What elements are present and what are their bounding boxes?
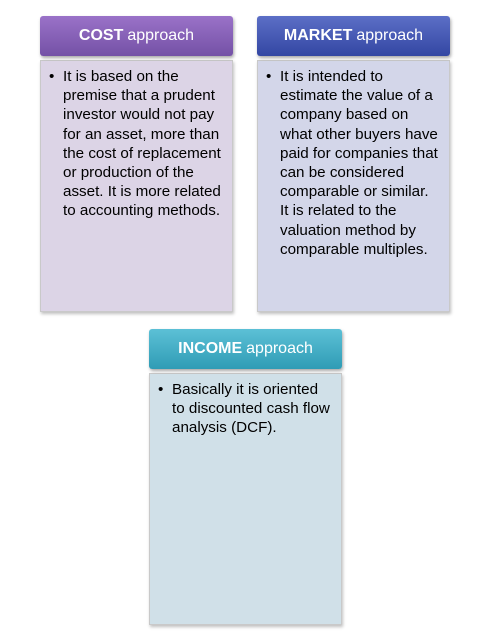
income-approach-body	[149, 373, 342, 625]
cost-bullet-text: It is based on the premise that a prudent investor would not pay for an asset, more than the cost of replacement or production of the asset. It is more related to accounting methods.	[63, 68, 221, 220]
market-approach-body	[257, 60, 450, 312]
bullet-icon: •	[49, 68, 55, 85]
bullet-icon: •	[158, 381, 164, 398]
income-title-rest: approach	[246, 340, 313, 357]
income-title-bold: INCOME	[178, 340, 243, 357]
income-bullet-text: Basically it is oriented to discounted cash flow analysis (DCF).	[172, 381, 330, 437]
market-approach-header	[257, 16, 450, 56]
cost-title-bold: COST	[78, 27, 124, 44]
bullet-icon: •	[266, 68, 272, 85]
cost-approach-header	[40, 16, 233, 56]
cost-title-rest: approach	[127, 27, 195, 44]
cost-bullet-item	[49, 67, 224, 221]
income-approach-card	[149, 329, 342, 625]
income-bullet-item	[158, 380, 333, 438]
cost-approach-card	[40, 16, 233, 312]
market-title-rest: approach	[356, 27, 424, 44]
market-approach-card	[257, 16, 450, 312]
market-title-bold: MARKET	[283, 27, 353, 44]
cost-approach-body	[40, 60, 233, 312]
market-bullet-text: It is intended to estimate the value of a company based on what other buyers have paid for companies that can be considered comparable or similar. It is related to the valuation method by comparable multiples.	[280, 68, 438, 258]
market-bullet-item	[266, 67, 441, 259]
income-approach-header	[149, 329, 342, 369]
